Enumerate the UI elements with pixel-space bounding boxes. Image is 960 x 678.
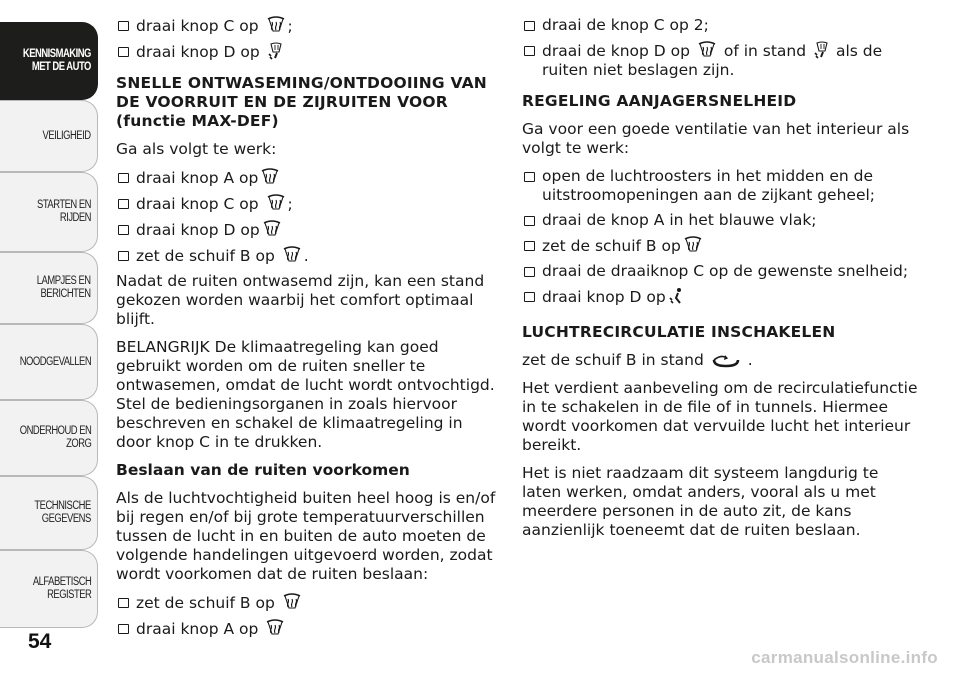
list-item-text: draai knop A op — [136, 169, 259, 187]
list-item — [522, 262, 922, 281]
list-item-text: draai knop C op — [136, 17, 259, 35]
windshield-defrost-icon — [266, 16, 286, 34]
list-item-text: draai knop D op — [136, 43, 260, 61]
paragraph: Ga voor een goede ventilatie van het interieur als volgt te werk: — [522, 120, 910, 157]
list-item — [522, 41, 922, 80]
paragraph-text: zet de schuif B in stand — [522, 351, 704, 369]
paragraph: Het verdient aanbeveling om de recirculatiefunctie in te schakelen in de file of in tunnels. Hiermee wordt voorkomen dat vervuilde lucht het interieur bereikt. — [522, 379, 918, 454]
left-column — [116, 16, 498, 645]
list-item-suffix: ; — [287, 17, 293, 35]
tab-onderhoud-en-zorg[interactable] — [0, 400, 98, 476]
bullet-box-icon — [118, 624, 129, 634]
sub-heading: Beslaan van de ruiten voorkomen — [116, 461, 410, 479]
bullet-box-icon — [118, 598, 129, 608]
windshield-defrost-icon — [282, 593, 302, 611]
list-item — [116, 168, 498, 188]
paragraph: Als de luchtvochtigheid buiten heel hoog is en/of bij regen en/of bij grote temperatuurverschillen tussen de lucht in en buiten de auto moeten de volgende handelingen uitgevoerd worden, zodat wordt voorkomen dat de ruiten beslaan: — [116, 489, 496, 583]
list-item-text: zet de schuif B op — [542, 237, 681, 255]
person-feet-icon — [668, 287, 684, 305]
watermark: carmanualsonline.info — [751, 648, 938, 667]
list-item — [116, 220, 498, 240]
list-item — [116, 246, 498, 266]
list-item — [522, 211, 922, 230]
list-item-text: als de ruiten niet beslagen zijn. — [542, 42, 883, 79]
tab-label: LAMPJES EN BERICHTEN — [37, 275, 91, 300]
tab-veiligheid[interactable] — [0, 100, 98, 172]
windshield-defrost-icon — [265, 619, 285, 637]
list-item — [522, 236, 922, 256]
tab-label: ONDERHOUD EN ZORG — [19, 425, 91, 450]
list-item-text: open de luchtroosters in het midden en de uitstroomopeningen aan de zijkant geheel; — [542, 167, 876, 204]
tab-label: TECHNISCHE GEGEVENS — [34, 500, 91, 525]
tab-label: KENNISMAKING MET DE AUTO — [23, 48, 91, 73]
list-item-text: zet de schuif B op — [136, 594, 275, 612]
list-item — [116, 42, 498, 62]
tab-alfabetisch-register[interactable] — [0, 550, 98, 628]
tab-label: STARTEN EN RIJDEN — [37, 199, 91, 224]
page-number: 54 — [28, 630, 52, 653]
bullet-box-icon — [118, 47, 129, 57]
bullet-box-icon — [524, 21, 535, 31]
list-item — [522, 287, 922, 307]
list-item-text: draai knop D op — [136, 221, 260, 239]
list-item-text: zet de schuif B op — [136, 247, 275, 265]
windshield-defrost-icon — [683, 236, 703, 254]
windshield-defrost-icon — [262, 220, 282, 238]
tab-starten-en-rijden[interactable] — [0, 172, 98, 252]
list-item-text: draai knop A op — [136, 620, 259, 638]
bullet-box-icon — [524, 241, 535, 251]
list-item — [522, 16, 922, 35]
bullet-box-icon — [118, 251, 129, 261]
windshield-defrost-icon — [282, 246, 302, 264]
paragraph: BELANGRIJK De klimaatregeling kan goed gebruikt worden om de ruiten sneller te ontwasemen, omdat de lucht wordt ontvochtigd. Stel de bedieningsorganen in zoals hiervoor beschreven en schakel de klimaatregeling in door knop C in te drukken. — [116, 338, 495, 451]
paragraph — [522, 351, 922, 370]
bullet-box-icon — [118, 225, 129, 235]
recirculation-icon — [711, 354, 741, 368]
bullet-box-icon — [118, 21, 129, 31]
list-item-text: draai de draaiknop C op de gewenste snelheid; — [542, 262, 909, 280]
list-item — [116, 619, 498, 639]
tab-label: VEILIGHEID — [42, 129, 91, 142]
bullet-box-icon — [524, 216, 535, 226]
windshield-feet-icon — [267, 42, 283, 60]
list-item — [116, 194, 498, 214]
bullet-box-icon — [524, 267, 535, 277]
chapter-tab-bar — [0, 0, 102, 640]
list-item-text: draai knop C op — [136, 195, 259, 213]
paragraph: Nadat de ruiten ontwasemd zijn, kan een stand gekozen worden waarbij het comfort optimaal blijft. — [116, 272, 485, 328]
section-heading: LUCHTRECIRCULATIE INSCHAKELEN — [522, 323, 836, 341]
windshield-defrost-icon — [266, 194, 286, 212]
bullet-box-icon — [118, 173, 129, 183]
windshield-defrost-icon — [697, 41, 717, 59]
paragraph: Ga als volgt te werk: — [116, 140, 277, 158]
list-item-suffix: . — [303, 247, 309, 265]
list-item-text: draai de knop A in het blauwe vlak; — [542, 211, 817, 229]
list-item — [116, 16, 498, 36]
tab-lampjes-en-berichten[interactable] — [0, 252, 98, 324]
list-item-text: draai de knop C op 2; — [542, 16, 709, 34]
right-column — [522, 16, 922, 549]
windshield-defrost-icon — [260, 168, 280, 186]
bullet-box-icon — [524, 292, 535, 302]
bullet-box-icon — [524, 172, 535, 182]
list-item — [522, 167, 922, 205]
paragraph: Het is niet raadzaam dit systeem langdurig te laten werken, omdat anders, vooral als u met meerdere personen in de auto zit, de kans aanzienlijk toeneemt dat de ruiten beslaan. — [522, 464, 879, 539]
tab-noodgevallen[interactable] — [0, 324, 98, 400]
tab-label: ALFABETISCH REGISTER — [32, 576, 91, 601]
section-heading: SNELLE ONTWASEMING/ONTDOOIING VAN DE VOORRUIT EN DE ZIJRUITEN VOOR (functie MAX-DEF) — [116, 74, 487, 130]
list-item-text: draai de knop D op — [542, 42, 690, 60]
list-item-text: draai knop D op — [542, 288, 666, 306]
bullet-box-icon — [118, 199, 129, 209]
tab-kennismaking[interactable] — [0, 22, 98, 100]
bullet-box-icon — [524, 46, 535, 56]
windshield-feet-icon — [813, 41, 829, 59]
list-item-suffix: ; — [287, 195, 293, 213]
tab-technische-gegevens[interactable] — [0, 476, 98, 550]
tab-label: NOODGEVALLEN — [19, 355, 91, 368]
list-item — [116, 593, 498, 613]
list-item-text: of in stand — [723, 42, 807, 60]
paragraph-suffix: . — [747, 351, 753, 369]
section-heading: REGELING AANJAGERSNELHEID — [522, 92, 797, 110]
